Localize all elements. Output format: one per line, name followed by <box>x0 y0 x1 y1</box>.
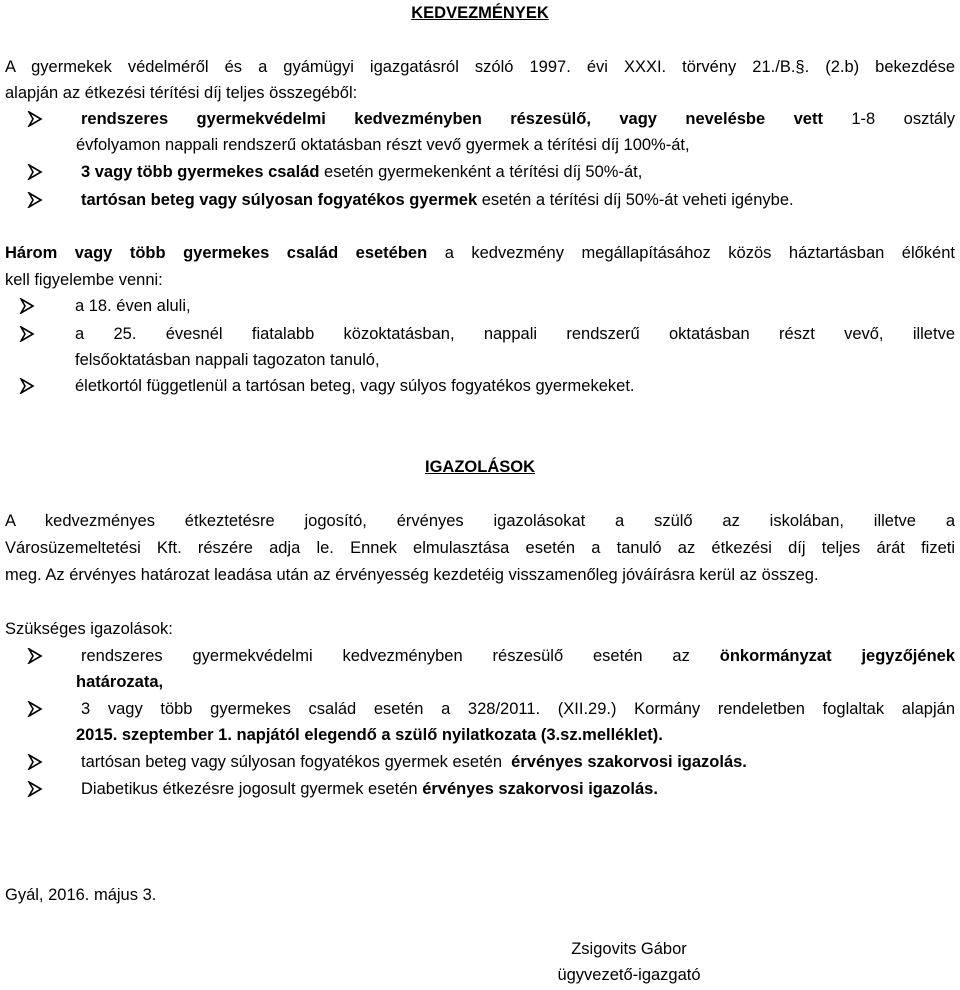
signer-title: ügyvezető-igazgató <box>557 966 701 984</box>
household-paragraph-line-1 <box>5 244 955 264</box>
signer-name: Zsigovits Gábor <box>571 940 687 958</box>
household-paragraph-bold: Három vagy több gyermekes család esetében <box>5 244 428 262</box>
discount-bullet-2-bold: 3 vagy több gyermekes család <box>81 163 320 181</box>
section-title-kedvezmenyek: KEDVEZMÉNYEK <box>411 4 549 22</box>
household-paragraph-text: a kedvezmény megállapításához közös háztartásban élőként <box>427 244 955 262</box>
discount-bullet-1-text: 1-8 osztály <box>822 110 956 128</box>
document-date: Gyál, 2016. május 3. <box>5 886 157 904</box>
arrow-bullet-icon <box>27 192 43 208</box>
needed-bullet-1-continuation: határozata, <box>76 673 164 691</box>
discount-bullet-3-text: esetén a térítési díj 50%-át veheti igénybe. <box>477 191 794 209</box>
arrow-bullet-icon <box>19 298 35 314</box>
household-bullet-2-text: a 25. évesnél fiatalabb közoktatásban, nappali rendszerű oktatásban részt vevő, illetve <box>75 325 955 343</box>
needed-bullet-3-bold: érvényes szakorvosi igazolás. <box>511 753 747 771</box>
arrow-bullet-icon <box>27 111 43 127</box>
arrow-bullet-icon <box>27 754 43 770</box>
intro-line-2: alapján az étkezési térítési díj teljes összegéből: <box>5 84 358 102</box>
arrow-bullet-icon <box>27 648 43 664</box>
needed-bullet-2-continuation: 2015. szeptember 1. napjától elegendő a szülő nyilatkozata (3.sz.melléklet). <box>76 726 663 744</box>
household-bullet-3-text: életkortól függetlenül a tartósan beteg, vagy súlyos fogyatékos gyermekeket. <box>75 377 635 395</box>
needed-bullet-2-text: 3 vagy több gyermekes család esetén a 328/2011. (XII.29.) Kormány rendeletben foglaltak alapján <box>81 700 955 718</box>
discount-bullet-1-continuation: évfolyamon nappali rendszerű oktatásban részt vevő gyermek a térítési díj 100%-át, <box>76 136 690 154</box>
needed-bullet-1-continuation-wrap <box>76 673 163 693</box>
needed-bullet-2-continuation-wrap <box>76 726 663 746</box>
arrow-bullet-icon <box>27 701 43 717</box>
certificates-paragraph-line-1: A kedvezményes étkeztetésre jogosító, érvényes igazolásokat a szülő az iskolában, illetve a <box>5 512 955 530</box>
household-bullet-2-continuation: felsőoktatásban nappali tagozaton tanuló, <box>75 351 380 369</box>
section-title-igazolasok: IGAZOLÁSOK <box>425 458 535 476</box>
certificates-paragraph-line-3: meg. Az érvényes határozat leadása után az érvényesség kezdetéig visszamenőleg jóváírásra kerül az összeg. <box>5 566 819 584</box>
discount-bullet-3-bold: tartósan beteg vagy súlyosan fogyatékos gyermek <box>81 191 478 209</box>
arrow-bullet-icon <box>27 164 43 180</box>
needed-bullet-1-bold: önkormányzat jegyzőjének <box>719 647 956 665</box>
needed-bullet-4-text: Diabetikus étkezésre jogosult gyermek esetén <box>81 780 423 798</box>
household-paragraph-line-2: kell figyelembe venni: <box>5 271 163 289</box>
needed-bullet-3-text: tartósan beteg vagy súlyosan fogyatékos gyermek esetén <box>81 753 512 771</box>
arrow-bullet-icon <box>19 326 35 342</box>
arrow-bullet-icon <box>19 378 35 394</box>
household-bullet-1-text: a 18. éven aluli, <box>75 297 191 315</box>
arrow-bullet-icon <box>27 781 43 797</box>
intro-line-1: A gyermekek védelméről és a gyámügyi igazgatásról szóló 1997. évi XXXI. törvény 21./B.§. (2.b) bekezdése <box>5 58 955 76</box>
needed-bullet-1-text: rendszeres gyermekvédelmi kedvezményben részesülő esetén az <box>81 647 720 665</box>
discount-bullet-1-bold: rendszeres gyermekvédelmi kedvezményben részesülő, vagy nevelésbe vett <box>81 110 823 128</box>
discount-bullet-2-text: esetén gyermekenként a térítési díj 50%-át, <box>319 163 643 181</box>
needed-bullet-4-bold: érvényes szakorvosi igazolás. <box>422 780 658 798</box>
needed-certificates-label: Szükséges igazolások: <box>5 620 173 638</box>
certificates-paragraph-line-2: Városüzemeltetési Kft. részére adja le. Ennek elmulasztása esetén a tanuló az étkezési díj teljes árát fizeti <box>5 539 955 557</box>
